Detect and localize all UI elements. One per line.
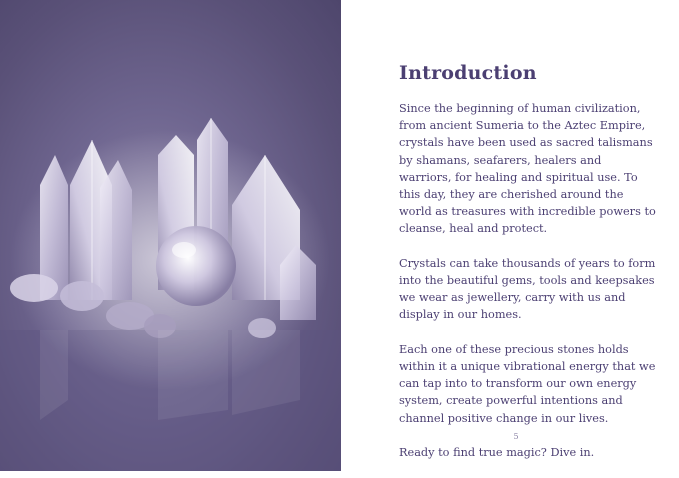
paragraph-2: Crystals can take thousands of years to form into the beautiful gems, tools and keepsakes we wear as jewellery, carry with us and display in our homes. bbox=[399, 256, 656, 322]
text-page bbox=[341, 0, 679, 471]
page-number: 5 bbox=[513, 432, 519, 441]
page-heading: Introduction bbox=[399, 62, 537, 84]
crystal-photo bbox=[0, 0, 341, 471]
paragraph-3: Each one of these precious stones holds within it a unique vibrational energy that we can tap into to transform our own energy system, create powerful intentions and channel positive change in our lives. bbox=[399, 342, 656, 425]
body-text bbox=[399, 100, 657, 478]
crystal-illustration bbox=[0, 0, 341, 471]
paragraph-4: Ready to find true magic? Dive in. bbox=[399, 446, 595, 460]
paragraph-1: Since the beginning of human civilization, from ancient Sumeria to the Aztec Empire, crystals have been used as sacred talismans by shamans, seafarers, healers and warriors, for healing and spiritual use. To this day, they are cherished around the world as treasures with incredible powers to cleanse, heal and protect. bbox=[399, 102, 656, 236]
